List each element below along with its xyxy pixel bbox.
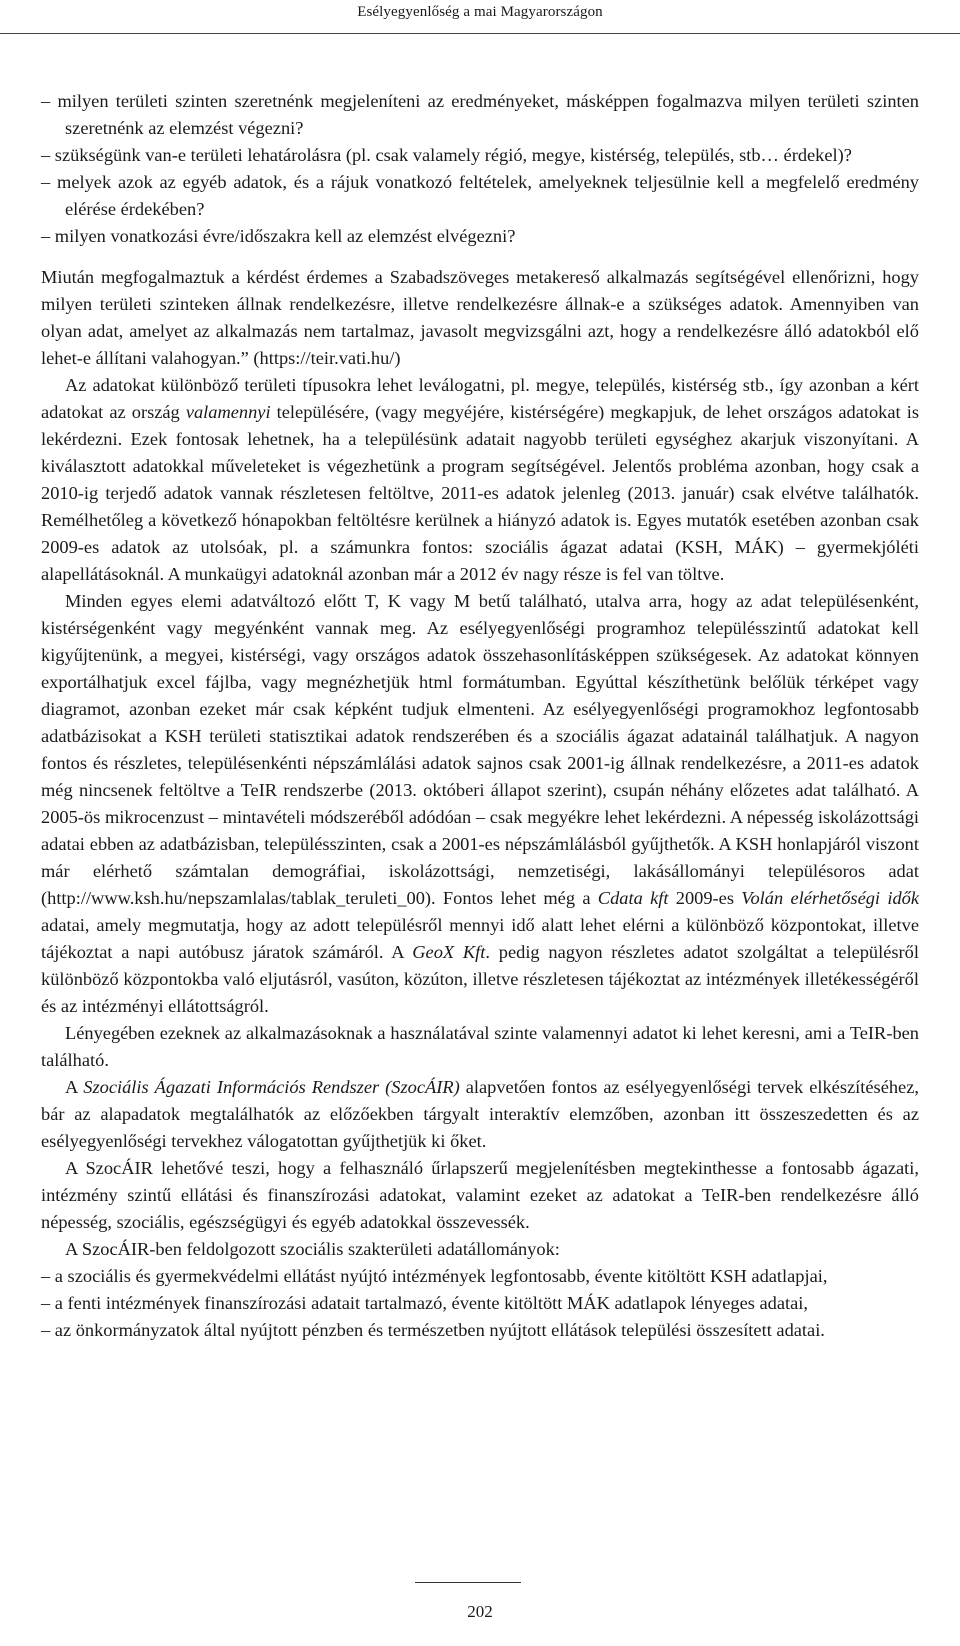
list-item: – szükségünk van-e területi lehatárolásra (pl. csak valamely régió, megye, kistérség, település, stb… érdekel)? [41, 145, 852, 165]
spacer [41, 250, 919, 264]
list-item: – melyek azok az egyéb adatok, és a rájuk vonatkozó feltételek, amelyeknek teljesülnie kell a megfelelő eredmény elérése érdekében? [41, 172, 919, 219]
list-item: – milyen vonatkozási évre/időszakra kell az elemzést elvégezni? [41, 226, 516, 246]
header-title: Esélyegyenlőség a mai Magyarországon [357, 4, 603, 20]
paragraph-szocair-features: A SzocÁIR lehetővé teszi, hogy a felhasználó űrlapszerű megjelenítésben megtekinthesse a fontosabb ágazati, intézmény szintű ellátási és finanszírozási adatokat, valamint ezeket az adatokat a TeIR-ben rendelkezésre álló népesség, szociális, egészségügyi és egyéb adatokkal összevessék. [41, 1158, 919, 1232]
header-rule [0, 33, 960, 34]
paragraph-search-check: Miután megfogalmaztuk a kérdést érdemes a Szabadszöveges metakereső alkalmazás segítségével ellenőrizni, hogy milyen területi szinteken állnak rendelkezésre, illetve rendelkezésre állnak-e a szükséges adatok. Amennyiben van olyan adat, amelyet az alkalmazás nem tartalmaz, javasolt megvizsgálni azt, hogy a rendelkezésre álló adatokból elő lehet-e állítani valahogyan.” (https://teir.vati.hu/) [41, 267, 919, 368]
page-number: 202 [467, 1602, 493, 1621]
paragraph-szocair-datasets: A SzocÁIR-ben feldolgozott szociális szakterületi adatállományok: [65, 1239, 560, 1259]
footer-rule [415, 1582, 521, 1583]
paragraph-territorial-types: Az adatokat különböző területi típusokra lehet leválogatni, pl. megye, település, kistérség stb., így azonban a kért adatokat az ország valamennyi településére, (vagy megyéjére, kistérségére) megkapjuk, de lehet országos adatokat is lekérdezni. Ezek fontosak lehetnek, ha a településünk adatait nagyobb területi egységhez akarjuk viszonyítani. A kiválasztott adatokkal műveleteket is végezhetünk a program segítségével. Jelentős probléma azonban, hogy csak a 2010-ig terjedő adatok vannak részletesen feltöltve, 2011-es adatok jelenleg (2013. január) csak elvétve találhatók. Remélhetőleg a következő hónapokban feltöltésre kerülnek a hiányzó adatok is. Egyes mutatók esetében azonban csak 2009-es adatok az utolsóak, pl. a számunkra fontos: szociális ágazat adatai (KSH, MÁK) – gyermekjóléti alapellátásoknál. A munkaügyi adatoknál azonban már a 2012 év nagy része is fel van töltve. [41, 375, 919, 584]
page-body [41, 88, 919, 1344]
question-list [41, 88, 919, 250]
list-item: – a szociális és gyermekvédelmi ellátást nyújtó intézmények legfontosabb, évente kitöltött KSH adatlapjai, [41, 1266, 828, 1286]
list-item: – az önkormányzatok által nyújtott pénzben és természetben nyújtott ellátások települési összesített adatai. [41, 1320, 825, 1340]
dataset-list [41, 1263, 919, 1344]
paragraph-szocair-intro: A Szociális Ágazati Információs Rendszer (SzocÁIR) alapvetően fontos az esélyegyenlőségi tervek elkészítéséhez, bár az alapadatok megtalálhatók az előzőekben tárgyalt interaktív elemzőben, azonban itt összeszedetten és az esélyegyenlőségi tervekhez válogatottan gyűjthetjük ki őket. [41, 1077, 919, 1151]
list-item: – a fenti intézmények finanszírozási adatait tartalmazó, évente kitöltött MÁK adatlapok lényeges adatai, [41, 1293, 809, 1313]
running-header [0, 0, 960, 40]
paragraph-data-variables: Minden egyes elemi adatváltozó előtt T, K vagy M betű található, utalva arra, hogy az adat településenként, kistérségenként vagy megyénként vannak meg. Az esélyegyenlőségi programhoz településszintű adatokat kell kigyűjtenünk, a megyei, kistérségi, vagy országos adatok összehasonlításképpen szükségesek. Az adatokat könnyen exportálhatjuk excel fájlba, vagy megnézhetjük html formátumban. Egyúttal készíthetünk belőlük térképet vagy diagramot, azonban ezeket már csak képként tudjuk elmenteni. Az esélyegyenlőségi programokhoz legfontosabb adatbázisokat a KSH területi statisztikai adatok rendszerében és a szociális ágazat adatainál találhatjuk. A nagyon fontos és részletes, településenkénti népszámlálási adatok sajnos csak 2001-ig állnak rendelkezésre, a 2011-es adatok még nincsenek feltöltve a TeIR rendszerbe (2013. októberi állapot szerint), csupán néhány előzetes adat található. A 2005-ös mikrocenzust – mintavételi módszeréből adódóan – csak megyékre lehet lekérdezni. A népesség iskolázottsági adatai ebben az adatbázisban, településszinten, csak a 2001-es népszámlálásból gyűjthetők. A KSH honlapjáról viszont már elérhető számtalan demográfiai, iskolázottsági, nemzetiségi, lakásállományi településoros adat (http://www.ksh.hu/nepszamlalas/tablak_teruleti_00). Fontos lehet még a Cdata kft 2009-es Volán elérhetőségi idők adatai, amely megmutatja, hogy az adott településről mennyi idő alatt lehet elérni a különböző központokat, illetve tájékoztat a napi autóbusz járatok számáról. A GeoX Kft. pedig nagyon részletes adatot szolgáltat a településről különböző központokba való eljutásról, vasúton, közúton, illetve részletesen tájékoztat az intézmények illetékességéről és az intézményi ellátottságról. [41, 591, 920, 1016]
list-item: – milyen területi szinten szeretnénk megjeleníteni az eredményeket, másképpen fogalmazva milyen területi szinten szeretnénk az elemzést végezni? [41, 91, 919, 138]
paragraph-teir-summary: Lényegében ezeknek az alkalmazásoknak a használatával szinte valamennyi adatot ki lehet keresni, ami a TeIR-ben található. [41, 1023, 919, 1070]
